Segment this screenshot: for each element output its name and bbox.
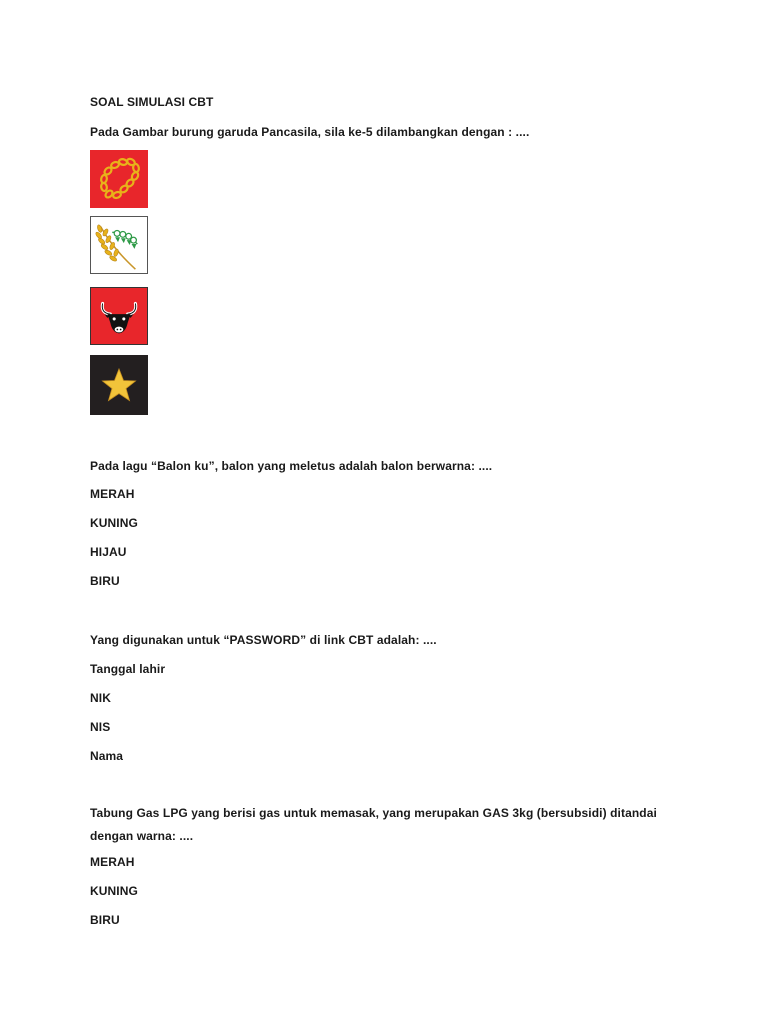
question-3-option: Tanggal lahir <box>90 662 166 676</box>
question-3-option: NIK <box>90 691 111 705</box>
question-4-option: MERAH <box>90 855 135 869</box>
question-1-text: Pada Gambar burung garuda Pancasila, sila ke-5 dilambangkan dengan : .... <box>90 125 530 139</box>
question-4-option: KUNING <box>90 884 138 898</box>
question-4-text: Tabung Gas LPG yang berisi gas untuk memasak, yang merupakan GAS 3kg (bersubsidi) ditandai dengan warna: .... <box>90 806 657 843</box>
question-2-text: Pada lagu “Balon ku”, balon yang meletus adalah balon berwarna: .... <box>90 459 493 473</box>
bull-head-icon <box>90 287 148 345</box>
rice-cotton-icon <box>90 216 148 274</box>
question-3-option: NIS <box>90 720 111 734</box>
question-2-option: KUNING <box>90 516 138 530</box>
doc-title: SOAL SIMULASI CBT <box>90 95 214 109</box>
star-icon <box>90 355 148 415</box>
document-page <box>90 0 690 1024</box>
question-2-option: HIJAU <box>90 545 127 559</box>
question-4-option: BIRU <box>90 913 120 927</box>
chain-icon <box>90 150 148 208</box>
question-2-option: MERAH <box>90 487 135 501</box>
question-3-text: Yang digunakan untuk “PASSWORD” di link CBT adalah: .... <box>90 633 437 647</box>
question-2-option: BIRU <box>90 574 120 588</box>
question-3-option: Nama <box>90 749 124 763</box>
